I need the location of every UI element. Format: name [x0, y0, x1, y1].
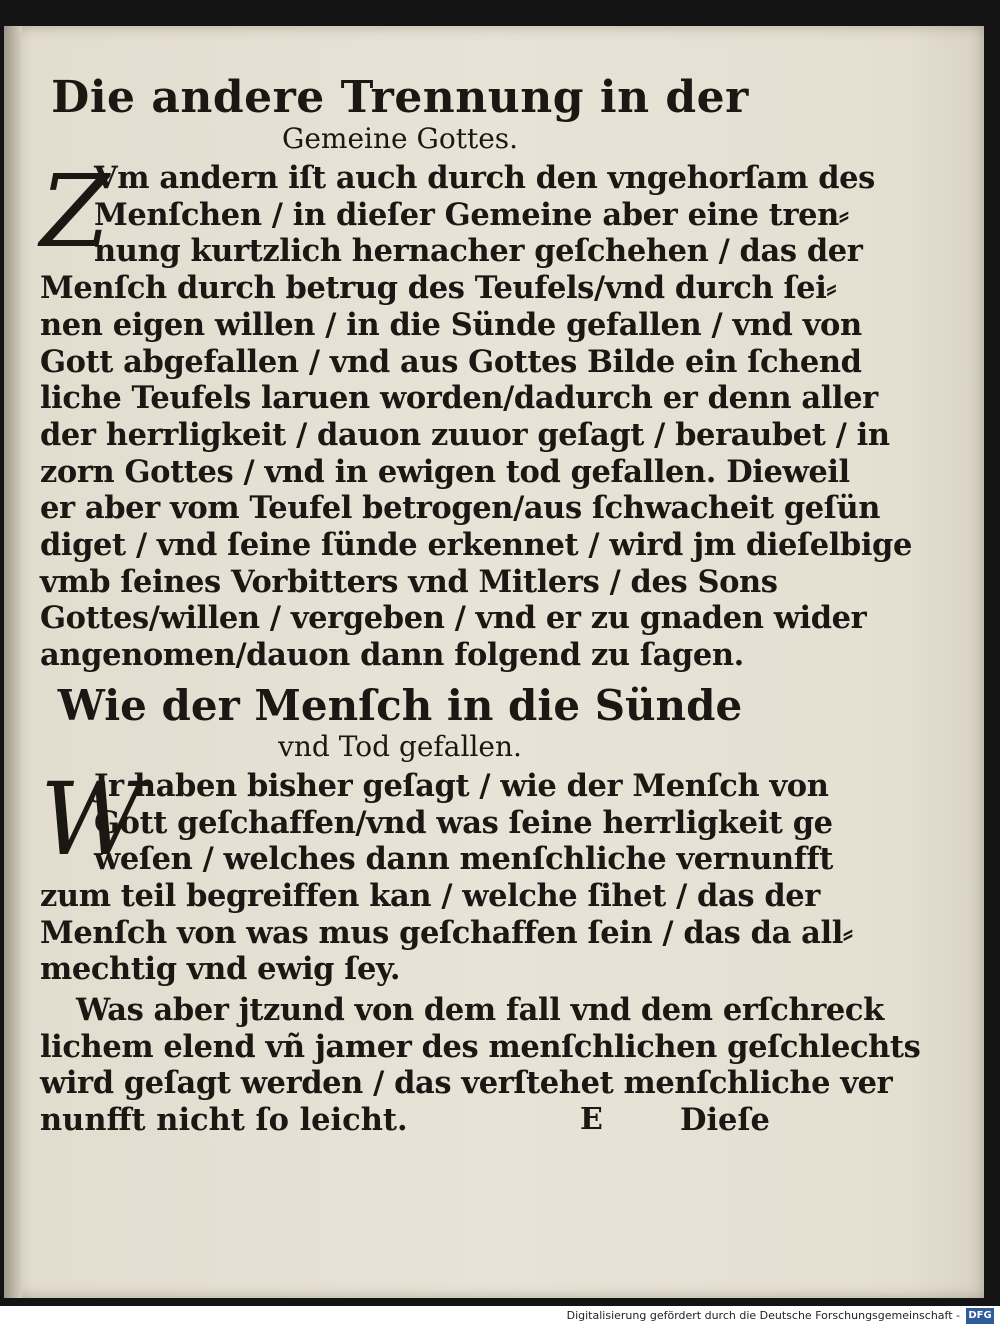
page-spine-edge	[4, 26, 22, 1298]
text-line: angenomen/dauon dann folgend zu ſagen.	[40, 637, 744, 674]
section-heading-1: Die andere Trennung in der	[51, 72, 749, 123]
text-line: er aber vom Teufel betrogen/aus ſchwacheit geſün	[40, 490, 881, 527]
text-line: Was aber jtzund von dem fall vnd dem erſchreck	[76, 992, 884, 1029]
text-line: Vm andern iſt auch durch den vngehorſam des	[94, 160, 875, 196]
text-line: nunfft nicht ſo leicht.	[40, 1102, 408, 1139]
text-line: Gott abgefallen / vnd aus Gottes Bilde ein ſchend	[40, 343, 862, 380]
text-line: nung kurtzlich hernacher geſchehen / das der	[94, 233, 863, 270]
section-subheading-1: Gemeine Gottes.	[281, 122, 519, 155]
text-line: Menſchen / in dieſer Gemeine aber eine tren⸗	[94, 196, 849, 233]
last-line-with-catchword	[40, 1102, 770, 1139]
text-line: zorn Gottes / vnd in ewigen tod gefallen. Dieweil	[40, 453, 850, 490]
text-line: mechtig vnd ewig ſey.	[40, 951, 401, 988]
paragraph-3	[40, 992, 921, 1102]
text-line: nen eigen willen / in die Sünde gefallen / vnd von	[40, 306, 862, 343]
text-line: Gottes/willen / vergeben / vnd er zu gnaden wider	[40, 600, 867, 637]
dropcap-w: W	[40, 760, 143, 878]
text-line: weſen / welches dann menſchliche vernunfft	[94, 841, 833, 878]
section-heading-2: Wie der Menſch in die Sünde	[57, 680, 743, 730]
dfg-logo-icon: DFG	[966, 1308, 994, 1324]
text-line: liche Teufels laruen worden/dadurch er denn aller	[40, 380, 878, 417]
dropcap-z: Z	[40, 153, 110, 270]
text-line: Jr haben bisher geſagt / wie der Menſch von	[94, 767, 829, 804]
book-page	[4, 26, 984, 1298]
paragraph-2	[40, 760, 853, 988]
text-line: lichem elend vñ jamer des menſchlichen geſchlechts	[40, 1028, 921, 1065]
page-text-block	[40, 72, 921, 1139]
text-line: diget / vnd ſeine ſünde erkennet / wird jm dieſelbige	[40, 527, 912, 564]
catchword: Dieſe	[680, 1102, 770, 1139]
dfg-credit-text: Digitalisierung gefördert durch die Deutsche Forschungsgemeinschaft -	[566, 1309, 960, 1322]
text-line: der herrligkeit / dauon zuuor geſagt / beraubet / in	[40, 416, 890, 453]
text-line: zum teil begreiffen kan / welche ſihet / das der	[40, 877, 820, 914]
text-line: Menſch durch betrug des Teufels/vnd durch ſei⸗	[40, 270, 837, 307]
signature-mark: E	[580, 1102, 603, 1138]
text-line: Menſch von was mus geſchaffen ſein / das da all⸗	[40, 914, 853, 951]
text-line: wird geſagt werden / das verſtehet menſchliche ver	[40, 1065, 893, 1102]
text-line: vmb ſeines Vorbitters vnd Mitlers / des Sons	[40, 563, 778, 600]
text-line: Gott geſchaffen/vnd was ſeine herrligkeit ge	[94, 804, 833, 841]
section-subheading-2: vnd Tod gefallen.	[278, 729, 522, 763]
credit-bar	[0, 1306, 1000, 1327]
paragraph-1	[40, 153, 912, 674]
